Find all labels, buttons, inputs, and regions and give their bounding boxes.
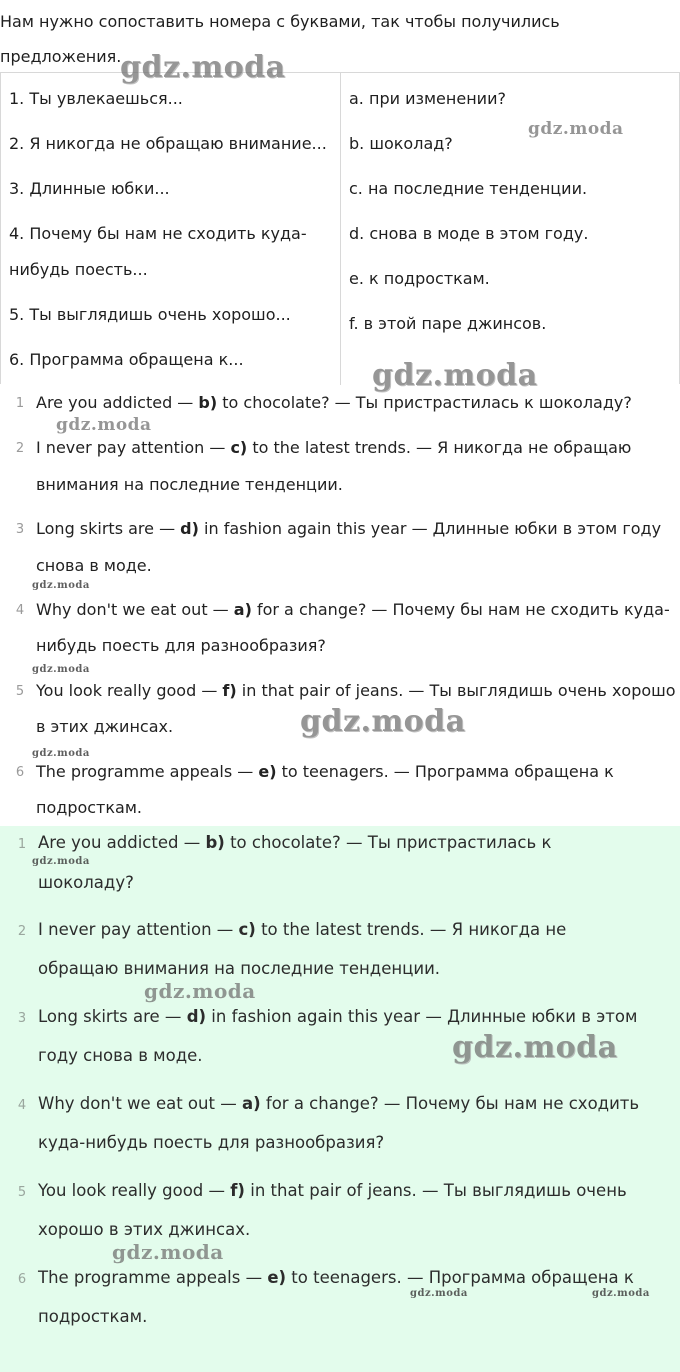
green-answer-translation: to chocolate? — Ты пристрастилась к [224, 833, 552, 852]
answer-line-2: в этих джинсах. [36, 717, 174, 736]
watermark-logo: gdz.moda [300, 704, 466, 739]
green-answer-letter: a) [241, 1094, 261, 1113]
intro-line-1: Нам нужно сопоставить номера с буквами, так чтобы получились [0, 12, 560, 31]
green-answer-english: Are you addicted — [38, 833, 206, 852]
intro-text [0, 4, 680, 74]
answer-translation: to teenagers. — Программа обращена к [276, 762, 614, 781]
green-answer-number: 1 [17, 837, 27, 852]
green-answer-line-2: подросткам. [38, 1307, 148, 1326]
watermark-logo: gdz.moda [452, 1030, 618, 1065]
answer-english: You look really good — [36, 681, 223, 700]
green-answer-line-1 [38, 1181, 627, 1200]
matching-left-item: 5. Ты выглядишь очень хорошо... [9, 305, 291, 324]
answer-english: I never pay attention — [36, 438, 231, 457]
answer-english: Are you addicted — [36, 393, 199, 412]
green-answer-english: You look really good — [38, 1181, 231, 1200]
answer-letter: e) [258, 762, 277, 781]
watermark-logo: gdz.moda [144, 979, 256, 1003]
matching-left-item: 1. Ты увлекаешься... [9, 89, 183, 108]
watermark-logo: gdz.moda [592, 1288, 650, 1299]
answer-letter: f) [222, 681, 237, 700]
answer-line-1 [36, 681, 676, 700]
answer-english: The programme appeals — [36, 762, 259, 781]
answer-letter: a) [233, 600, 252, 619]
green-answer-line-1 [38, 920, 566, 939]
green-answer-line-1 [38, 1007, 637, 1026]
watermark-logo: gdz.moda [372, 358, 538, 393]
answer-number: 1 [15, 396, 25, 411]
answer-line-1 [36, 519, 661, 538]
green-answer-line-2: шоколаду? [38, 873, 134, 892]
answer-number: 6 [15, 765, 25, 780]
matching-right-column [341, 73, 680, 385]
green-answer-line-1 [38, 833, 551, 852]
matching-right-item: a. при изменении? [349, 89, 506, 108]
answer-line-2: нибудь поесть для разнообразия? [36, 636, 326, 655]
answer-letter: b) [198, 393, 218, 412]
matching-right-item: b. шоколад? [349, 134, 453, 153]
answer-line-1 [36, 762, 614, 781]
answer-line-1 [36, 600, 670, 619]
green-answer-line-1 [38, 1094, 639, 1113]
green-answer-number: 4 [17, 1098, 27, 1113]
matching-left-item: 3. Длинные юбки... [9, 179, 170, 198]
green-answer-number: 5 [17, 1185, 27, 1200]
green-answer-letter: d) [186, 1007, 207, 1026]
matching-left-column [1, 73, 341, 385]
matching-right-item: f. в этой паре джинсов. [349, 314, 547, 333]
answer-translation: in fashion again this year — Длинные юбки в этом году [198, 519, 662, 538]
matching-right-item: d. снова в моде в этом году. [349, 224, 589, 243]
green-answer-number: 2 [17, 924, 27, 939]
watermark-logo: gdz.moda [56, 415, 152, 435]
answer-letter: c) [230, 438, 248, 457]
answer-line-2: снова в моде. [36, 556, 152, 575]
answer-number: 3 [15, 522, 25, 537]
answer-line-2: внимания на последние тенденции. [36, 475, 343, 494]
answer-translation: for a change? — Почему бы нам не сходить куда- [251, 600, 670, 619]
green-answer-number: 6 [17, 1272, 27, 1287]
green-answer-line-2: году снова в моде. [38, 1046, 203, 1065]
green-answer-english: Why don't we eat out — [38, 1094, 242, 1113]
answer-english: Why don't we eat out — [36, 600, 234, 619]
green-answer-english: I never pay attention — [38, 920, 239, 939]
green-answer-line-1 [38, 1268, 634, 1287]
green-answer-letter: b) [205, 833, 225, 852]
watermark-logo: gdz.moda [32, 856, 90, 867]
watermark-logo: gdz.moda [112, 1240, 224, 1264]
matching-right-item: e. к подросткам. [349, 269, 490, 288]
answer-letter: d) [180, 519, 199, 538]
watermark-logo: gdz.moda [410, 1288, 468, 1299]
green-answer-translation: in fashion again this year — Длинные юбки в этом [206, 1007, 638, 1026]
green-answer-translation: in that pair of jeans. — Ты выглядишь очень [244, 1181, 627, 1200]
green-answer-english: Long skirts are — [38, 1007, 187, 1026]
watermark-logo: gdz.moda [528, 119, 624, 139]
green-answer-letter: e) [267, 1268, 287, 1287]
green-answer-line-2: куда-нибудь поесть для разнообразия? [38, 1133, 385, 1152]
green-answer-line-2: хорошо в этих джинсах. [38, 1220, 251, 1239]
matching-right-item: c. на последние тенденции. [349, 179, 588, 198]
green-answer-translation: for a change? — Почему бы нам не сходить [260, 1094, 640, 1113]
answer-translation: to the latest trends. — Я никогда не обращаю [247, 438, 632, 457]
answer-line-1 [36, 393, 632, 412]
answer-number: 4 [15, 603, 25, 618]
answer-line-1 [36, 438, 631, 457]
green-answer-letter: f) [230, 1181, 245, 1200]
matching-left-item: 6. Программа обращена к... [9, 350, 244, 369]
green-answer-translation: to the latest trends. — Я никогда не [255, 920, 567, 939]
intro-line-2: предложения. [0, 47, 122, 66]
watermark-logo: gdz.moda [32, 580, 90, 591]
matching-left-item: нибудь поесть... [9, 260, 148, 279]
answer-line-2: подросткам. [36, 798, 142, 817]
watermark-logo: gdz.moda [120, 50, 286, 85]
answer-english: Long skirts are — [36, 519, 181, 538]
green-answer-letter: c) [238, 920, 256, 939]
matching-left-item: 4. Почему бы нам не сходить куда- [9, 224, 307, 243]
answer-translation: to chocolate? — Ты пристрастилась к шоколаду? [217, 393, 632, 412]
matching-left-item: 2. Я никогда не обращаю внимание... [9, 134, 327, 153]
watermark-logo: gdz.moda [32, 748, 90, 759]
green-answer-translation: to teenagers. — Программа обращена к [286, 1268, 634, 1287]
answer-translation: in that pair of jeans. — Ты выглядишь очень хорошо [236, 681, 676, 700]
green-answer-line-2: обращаю внимания на последние тенденции. [38, 959, 441, 978]
answer-number: 5 [15, 684, 25, 699]
answer-number: 2 [15, 441, 25, 456]
green-answer-number: 3 [17, 1011, 27, 1026]
green-answer-english: The programme appeals — [38, 1268, 268, 1287]
watermark-logo: gdz.moda [32, 664, 90, 675]
